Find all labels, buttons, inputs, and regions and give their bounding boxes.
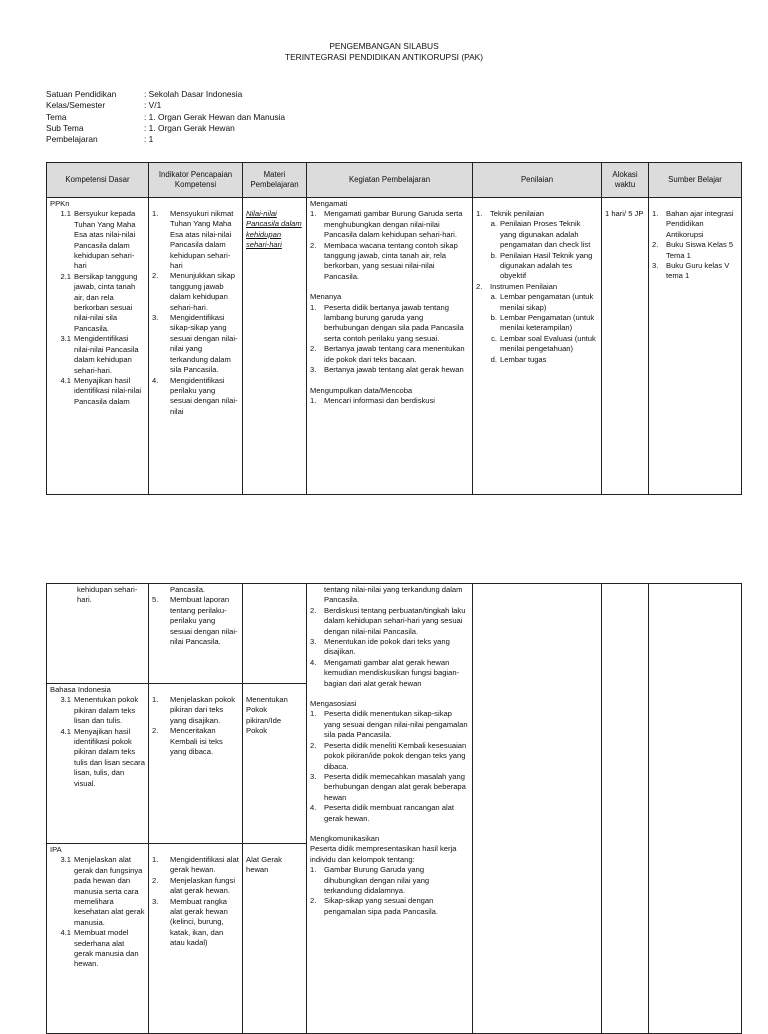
item-text: Membuat model sederhana alat gerak manusia dan hewan. (74, 928, 139, 969)
page-2 (0, 524, 768, 1024)
materi-text: Alat Gerak hewan (246, 855, 282, 875)
kd-item (50, 334, 145, 376)
kd-item (50, 727, 145, 789)
item-number: a. (490, 292, 497, 302)
kegiatan-item (310, 865, 469, 896)
sumber-item (652, 240, 738, 261)
kegiatan-continuation: tentang nilai-nilai yang terkandung dalam Pancasila. (324, 585, 463, 605)
item-text: Lembar Pengamatan (untuk menilai keterampilan) (500, 313, 595, 333)
meta-row (46, 100, 285, 111)
item-text: Buku Siswa Kelas 5 Tema 1 (666, 240, 734, 260)
meta-label: Satuan Pendidikan (46, 89, 117, 99)
item-number: 1. (152, 209, 159, 218)
item-number: 1. (310, 865, 317, 875)
kd-continuation: kehidupan sehari-hari. (77, 585, 138, 605)
item-text: Menunjukkan sikap tanggung jawab dalam kehidupan sehari-hari. (170, 271, 236, 312)
item-number: 2. (152, 726, 159, 736)
kd-item (50, 209, 145, 271)
kd-cell-ppkn (47, 198, 149, 495)
penilaian-subitem (476, 334, 598, 355)
alokasi-cell (602, 198, 649, 495)
item-number: d. (490, 354, 497, 364)
item-text: Bersyukur kepada Tuhan Yang Maha Esa atas nilai-nilai Pancasila dalam kehidupan sehari-hari (74, 209, 136, 271)
document-title: PENGEMBANGAN SILABUS (329, 41, 439, 51)
item-number: 5. (152, 595, 159, 605)
item-number: 4. (152, 375, 159, 385)
penilaian-subitem (476, 313, 598, 334)
item-number: b. (490, 250, 497, 260)
item-text: Membaca wacana tentang contoh sikap tanggung jawab, cinta tanah air, rela berkorban, yang sesuai nilai-nilai Pancasila. (324, 240, 458, 281)
item-number: c. (491, 333, 497, 343)
section-lead: Peserta didik mempresentasikan hasil kerja individu dan kelompok tentang: (310, 844, 457, 864)
header-materi: Materi Pembelajaran (243, 163, 307, 198)
meta-row (46, 134, 285, 145)
kd-list (50, 695, 145, 789)
alokasi-cell-cont (602, 584, 649, 1034)
subject-label: IPA (50, 845, 62, 854)
item-number: 3.1 (60, 855, 71, 865)
kd-item (50, 272, 145, 334)
item-number: 3. (310, 365, 317, 375)
header-kompetensi-dasar: Kompetensi Dasar (47, 163, 149, 198)
alokasi-text: 1 hari/ 5 JP (605, 209, 644, 218)
item-number: 1. (476, 209, 483, 218)
sumber-item (652, 261, 738, 282)
item-text: Menyajikan hasil identifikasi pokok pikiran dalam teks tulis dan lisan secara lisan, tulis, dan visual. (74, 726, 145, 788)
meta-label: Pembelajaran (46, 134, 98, 145)
meta-label: Sub Tema (46, 122, 84, 133)
item-text: Menentukan ide pokok dari teks yang disajikan. (324, 637, 450, 657)
item-number: 3. (310, 637, 317, 647)
syllabus-table-page2 (46, 583, 742, 1034)
item-number: 3.1 (60, 695, 71, 705)
sumber-cell (649, 198, 742, 495)
ipk-item (152, 897, 239, 949)
ipk-list (152, 595, 239, 647)
penilaian-subitem (476, 219, 598, 250)
sumber-cell-cont (649, 584, 742, 1034)
penilaian-list (476, 209, 598, 365)
section-title: Mengamati (310, 199, 348, 208)
ipk-cell-bahasa (149, 684, 243, 844)
item-number: 4.1 (60, 928, 71, 938)
kegiatan-item (310, 303, 469, 345)
item-text: Mengamati gambar alat gerak hewan kemudian mendiskusikan fungsi bagian-bagian dari alat gerak hewan (324, 657, 460, 688)
meta-value: : V/1 (144, 100, 162, 111)
materi-text: Nilai-nilai Pancasila dalam kehidupan sehari-hari (246, 209, 302, 250)
materi-cell-bahasa (243, 684, 307, 844)
item-text: Mengidentifikasi alat gerak hewan. (170, 855, 239, 875)
header-alokasi: Alokasi waktu (602, 163, 649, 198)
item-number: 3. (152, 313, 159, 323)
item-text: Bertanya jawab tentang alat gerak hewan (324, 365, 464, 375)
ipk-item (152, 695, 239, 726)
kegiatan-item (310, 741, 469, 772)
item-number: 2. (476, 281, 483, 291)
item-number: 1. (310, 209, 317, 219)
kegiatan-item (310, 241, 469, 283)
ipk-item (152, 313, 239, 375)
kegiatan-item (310, 344, 469, 365)
penilaian-subitem (476, 355, 598, 365)
syllabus-meta (46, 89, 285, 145)
meta-value: : 1. Organ Gerak Hewan dan Manusia (144, 111, 286, 122)
sumber-list (652, 209, 738, 282)
item-number: 1. (310, 395, 317, 405)
item-text: Lembar soal Evaluasi (untuk menilai pengetahuan) (500, 333, 596, 354)
header-kegiatan: Kegiatan Pembelajaran (307, 163, 473, 198)
header-indikator: Indikator Pencapaian Kompetensi (149, 163, 243, 198)
section-title: Menanya (310, 292, 342, 302)
item-number: 2. (310, 896, 317, 906)
kegiatan-item (310, 606, 469, 637)
item-number: 1. (310, 709, 317, 719)
kd-item (50, 376, 145, 407)
item-text: Peserta didik meneliti Kembali kesesuaian pokok pikiran/ide pokok dengan teks yang dibaca. (324, 740, 467, 771)
item-text: Sikap-sikap yang sesuai dengan pengamalan sipa pada Pancasila. (324, 896, 438, 916)
item-number: 2. (152, 271, 159, 281)
item-number: 2.1 (60, 271, 71, 281)
item-text: Menentukan pokok pikiran dalam teks lisan dan tulis. (74, 695, 139, 726)
ipk-list (152, 855, 239, 949)
kd-cell-ipa (47, 844, 149, 1034)
section-title: Mengkomunikasikan (310, 833, 380, 843)
kegiatan-item (310, 772, 469, 803)
item-text: Teknik penilaian (490, 209, 545, 218)
meta-row (46, 112, 285, 123)
item-number: 2. (310, 344, 317, 354)
kegiatan-item (310, 396, 469, 406)
ipk-cell-ppkn (149, 198, 243, 495)
item-text: Menceritakan Kembali isi teks yang dibaca. (170, 726, 223, 757)
item-number: 1. (310, 302, 317, 312)
item-number: 3.1 (60, 334, 71, 344)
ipk-item (152, 209, 239, 271)
item-text: Lembar tugas (500, 354, 547, 364)
item-number: 2. (310, 605, 317, 615)
penilaian-cell (473, 198, 602, 495)
item-text: Menyajikan hasil identifikasi nilai-nilai Pancasila dalam (74, 375, 142, 406)
kegiatan-list (310, 199, 469, 406)
kd-list (50, 855, 145, 969)
item-text: Peserta didik bertanya jawab tentang lambang burung garuda yang berhubungan dengan sila pada Pancasila serta contoh perilaku yang sesuai. (324, 302, 464, 343)
ipk-list (152, 209, 239, 417)
item-text: Menjelaskan fungsi alat gerak hewan. (170, 875, 236, 896)
ipk-item (152, 876, 239, 897)
kd-cell-cont (47, 584, 149, 684)
kegiatan-item (310, 658, 469, 689)
subject-label: Bahasa Indonesia (50, 685, 111, 694)
item-number: 3. (152, 896, 159, 906)
kegiatan-item (310, 896, 469, 917)
kd-item (50, 695, 145, 726)
item-text: Membuat laporan tentang perilaku-perilaku yang sesuai dengan nilai-nilai Pancasila. (170, 595, 238, 647)
kd-list (50, 209, 145, 407)
ipk-item (152, 376, 239, 418)
ipk-list (152, 695, 239, 757)
penilaian-sublist (476, 292, 598, 365)
item-number: 2. (310, 240, 317, 250)
item-text: Mengidentifikasi perilaku yang sesuai dengan nilai-nilai (170, 375, 238, 416)
kegiatan-item (310, 209, 469, 240)
ipk-item (152, 855, 239, 876)
item-text: Bersikap tanggung jawab, cinta tanah air, dan rela berkorban sesuai nilai-nilai sila Pancasila. (74, 271, 138, 333)
kegiatan-section (310, 699, 469, 824)
kegiatan-item (310, 709, 469, 740)
document-subtitle: TERINTEGRASI PENDIDIKAN ANTIKORUPSI (PAK) (284, 52, 484, 62)
meta-label: Tema (46, 111, 67, 122)
meta-value: : 1. Organ Gerak Hewan (144, 122, 235, 133)
meta-value: : 1 (144, 134, 154, 145)
item-number: 3. (652, 261, 659, 271)
ipk-item (152, 595, 239, 647)
ipk-cell-ipa (149, 844, 243, 1034)
item-number: b. (490, 313, 497, 323)
ipk-item (152, 726, 239, 757)
kegiatan-item (310, 637, 469, 658)
item-number: 2. (310, 740, 317, 750)
kd-cell-bahasa (47, 684, 149, 844)
kegiatan-item (310, 365, 469, 375)
item-number: 2. (152, 875, 159, 885)
item-text: Bertanya jawab tentang cara menentukan ide pokok dari teks bacaan. (324, 344, 465, 364)
item-number: 4.1 (60, 375, 71, 385)
penilaian-item (476, 282, 598, 292)
item-text: Mensyukuri nikmat Tuhan Yang Maha Esa atas nilai-nilai Pancasila dalam kehidupan sehari-hari (170, 209, 234, 271)
item-text: Penilaian Proses Teknik yang digunakan adalah pengamatan dan check list (500, 219, 591, 250)
ipk-continuation: Pancasila. (170, 585, 206, 594)
item-text: Bahan ajar integrasi Pendidikan Antikorupsi (666, 209, 734, 239)
item-text: Gambar Burung Garuda yang dihubungkan dengan nilai yang terkandung didalamnya. (324, 865, 430, 895)
header-sumber: Sumber Belajar (649, 163, 742, 198)
item-text: Menjelaskan alat gerak dan fungsinya pada hewan dan manusia serta cara memelihara kesehatan alat gerak manusia. (74, 855, 145, 927)
section-title: Mengumpulkan data/Mencoba (310, 385, 413, 395)
meta-row (46, 123, 285, 134)
penilaian-sublist (476, 219, 598, 281)
kegiatan-section (310, 292, 469, 375)
kegiatan-cell-p2 (307, 584, 473, 1034)
syllabus-table-page1 (46, 162, 742, 495)
kegiatan-item (310, 803, 469, 824)
section-title: Mengasosiasi (310, 699, 357, 709)
item-number: 3. (310, 771, 317, 781)
penilaian-item (476, 209, 598, 219)
item-number: 1.1 (60, 209, 71, 219)
kegiatan-cell-p1 (307, 198, 473, 495)
materi-text: Menentukan Pokok pikiran/Ide Pokok (246, 695, 288, 736)
kegiatan-section (310, 386, 469, 407)
item-text: Buku Guru kelas V tema 1 (666, 261, 730, 281)
item-number: a. (490, 219, 497, 229)
item-text: Peserta didik membuat rancangan alat gerak hewan. (324, 803, 455, 823)
item-text: Mengidentifikasi nilai-nilai Pancasila dalam kehidupan sehari-hari. (74, 334, 139, 375)
subject-label: PPKn (50, 199, 70, 208)
item-text: Mengidentifikasi sikap-sikap yang sesuai dengan nilai-nilai yang terkandung dalam sila Pancasila. (170, 313, 238, 375)
penilaian-subitem (476, 292, 598, 313)
kegiatan-section (310, 199, 469, 282)
item-text: Peserta didik memecahkan masalah yang berhubungan dengan alat gerak beberapa hewan (324, 771, 466, 802)
item-number: 4. (310, 657, 317, 667)
item-number: 1. (652, 209, 659, 218)
item-text: Mencari informasi dan berdiskusi (324, 395, 435, 405)
item-number: 1. (152, 855, 159, 864)
header-penilaian: Penilaian (473, 163, 602, 198)
item-text: Mengamati gambar Burung Garuda serta menghubungkan dengan nilai-nilai Pancasila dalam kehidupan sehari-hari. (324, 209, 463, 240)
meta-label: Kelas/Semester (46, 100, 106, 111)
kegiatan-section (310, 834, 469, 917)
meta-value: : Sekolah Dasar Indonesia (144, 89, 243, 99)
item-text: Penilaian Hasil Teknik yang digunakan adalah tes obyektif (500, 250, 593, 281)
item-number: 4. (310, 803, 317, 813)
item-text: Peserta didik menentukan sikap-sikap yang sesuai dengan nilai-nilai pengamalan sila pada Pancasila. (324, 709, 468, 740)
ipk-cell-cont (149, 584, 243, 684)
penilaian-subitem (476, 251, 598, 282)
item-text: Berdiskusi tentang perbuatan/tingkah laku dalam kehidupan sehari-hari yang sesuai dengan nilai-nilai Pancasila. (324, 605, 466, 636)
item-text: Menjelaskan pokok pikiran dari teks yang disajikan. (170, 695, 236, 725)
item-number: 4.1 (60, 726, 71, 736)
meta-row (46, 89, 285, 100)
kegiatan-list (310, 585, 469, 917)
item-text: Lembar pengamatan (untuk menilai sikap) (500, 292, 594, 312)
sumber-item (652, 209, 738, 240)
ipk-item (152, 271, 239, 313)
item-number: 1. (152, 695, 159, 704)
materi-cell-cont (243, 584, 307, 684)
materi-cell-ppkn (243, 198, 307, 495)
item-text: Membuat rangka alat gerak hewan (kelinci, burung, katak, ikan, dan atau kadal) (170, 896, 228, 948)
item-number: 2. (652, 240, 659, 250)
kd-item (50, 855, 145, 928)
kd-item (50, 928, 145, 970)
materi-cell-ipa (243, 844, 307, 1034)
penilaian-cell-cont (473, 584, 602, 1034)
item-text: Instrumen Penilaian (490, 281, 558, 291)
